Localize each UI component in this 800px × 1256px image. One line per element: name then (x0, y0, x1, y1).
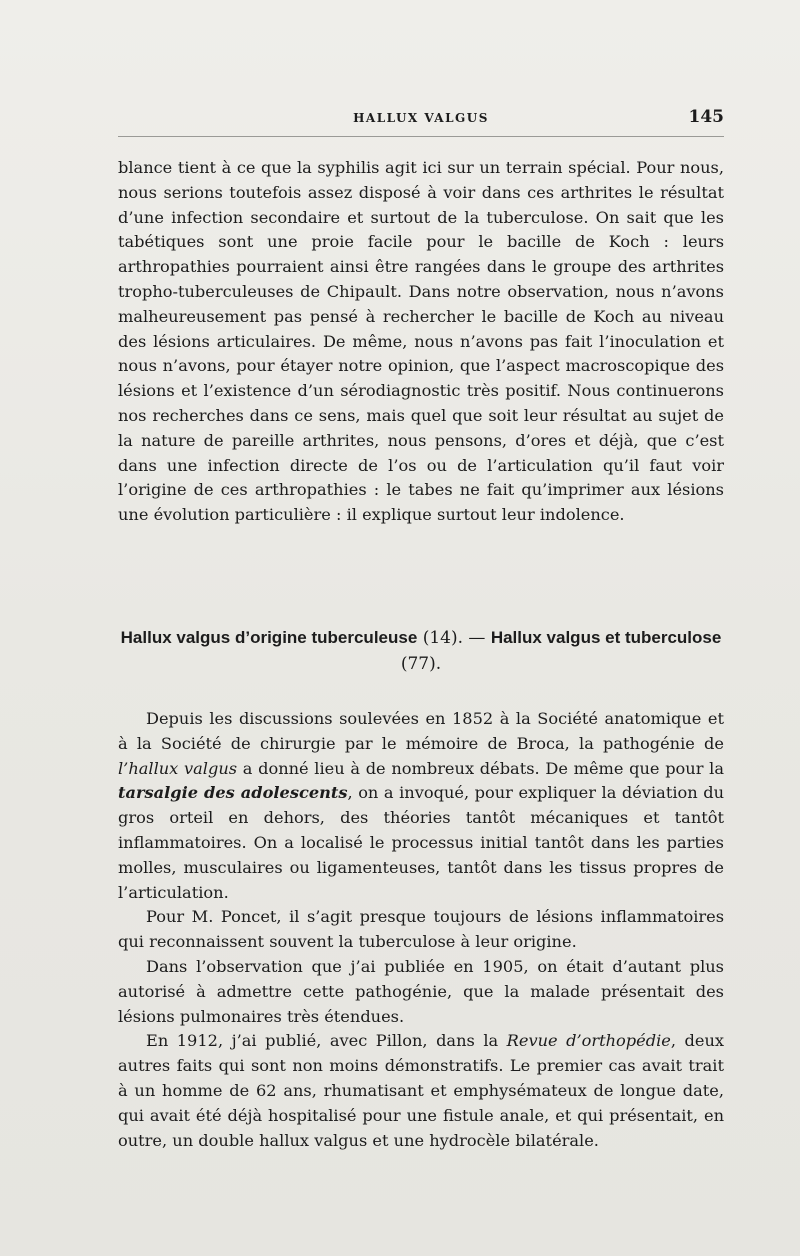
italic-term-hallux: l’hallux valgus (118, 758, 238, 778)
italic-journal-title: Revue d’orthopédie (506, 1031, 671, 1051)
page-number: 145 (688, 107, 724, 127)
heading-ref-1: (14). (417, 628, 469, 648)
text-span: a donné lieu à de nombreux débats. De même que pour la (237, 758, 724, 778)
italic-term-tarsalgie: tarsalgie des adolescents (118, 783, 348, 803)
text-span: Depuis les discussions soulevées en 1852 à la Société anatomique et à la Société de chirurgie par le mémoire de Broca, la pathogénie de (118, 709, 724, 753)
heading-ref-2: (77). (400, 654, 442, 674)
paragraph-pathogenie (118, 707, 724, 905)
paragraph-poncet: Pour M. Poncet, il s’agit presque toujours de lésions inflammatoires qui reconnaissent souvent la tuberculose à leur origine. (118, 907, 724, 952)
text-span: En 1912, j’ai publié, avec Pillon, dans la (146, 1031, 507, 1051)
paragraph-observation-1905: Dans l’observation que j’ai publiée en 1905, on était d’autant plus autorisé à admettre cette pathogénie, que la malade présentait des lésions pulmonaires très étendues. (118, 956, 724, 1026)
text-span: , on a invoqué, pour expliquer la déviation du gros orteil en dehors, des théories tantôt mécaniques et tantôt inflammatoires. On a localisé le processus initial tantôt dans les parties molles, musculaires ou ligamenteuses, tantôt dans les tissus propres de l’articulation. (118, 783, 724, 902)
heading-title-2: Hallux valgus et tuberculose (490, 628, 722, 647)
running-head (118, 106, 724, 137)
text-span: , deux autres faits qui sont non moins démonstratifs. Le premier cas avait trait à un homme de 62 ans, rhumatisant et emphysémateux de longue date, qui avait été déjà hospitalisé pour une fistule anale, et qui présentait, en outre, un double hallux valgus et une hydrocèle bilatérale. (118, 1031, 724, 1150)
heading-dash: — (468, 628, 491, 648)
heading-title-1: Hallux valgus d’origine tuberculeuse (120, 628, 418, 647)
running-title: HALLUX VALGUS (353, 111, 489, 125)
text-block-bottom (118, 707, 724, 1153)
text-block-top (118, 156, 724, 528)
paragraph-continuation: blance tient à ce que la syphilis agit ici sur un terrain spécial. Pour nous, nous serions toutefois assez disposé à voir dans ces arthrites le résultat d’une infection secondaire et surtout de la tuberculose. On sait que les tabétiques sont une proie facile pour le bacille de Koch : leurs arthropathies pourraient ainsi être rangées dans le groupe des arthrites tropho-tuberculeuses de Chipault. Dans notre observation, nous n’avons malheureusement pas pensé à rechercher le bacille de Koch au niveau des lésions articulaires. De même, nous n’avons pas fait l’inoculation et nous n’avons, pour étayer notre opinion, que l’aspect macroscopique des lésions et l’existence d’un sérodiagnostic très positif. Nous continuerons nos recherches dans ce sens, mais quel que soit leur résultat au sujet de la nature de pareille arthrites, nous pensons, d’ores et déjà, que c’est dans une infection directe de l’os ou de l’articulation qu’il faut voir l’origine de ces arthropathies : le tabes ne fait qu’imprimer aux lésions une évolution particulière : il explique surtout leur indolence. (118, 158, 724, 525)
section-heading (118, 625, 724, 677)
paragraph-1912 (118, 1029, 724, 1153)
